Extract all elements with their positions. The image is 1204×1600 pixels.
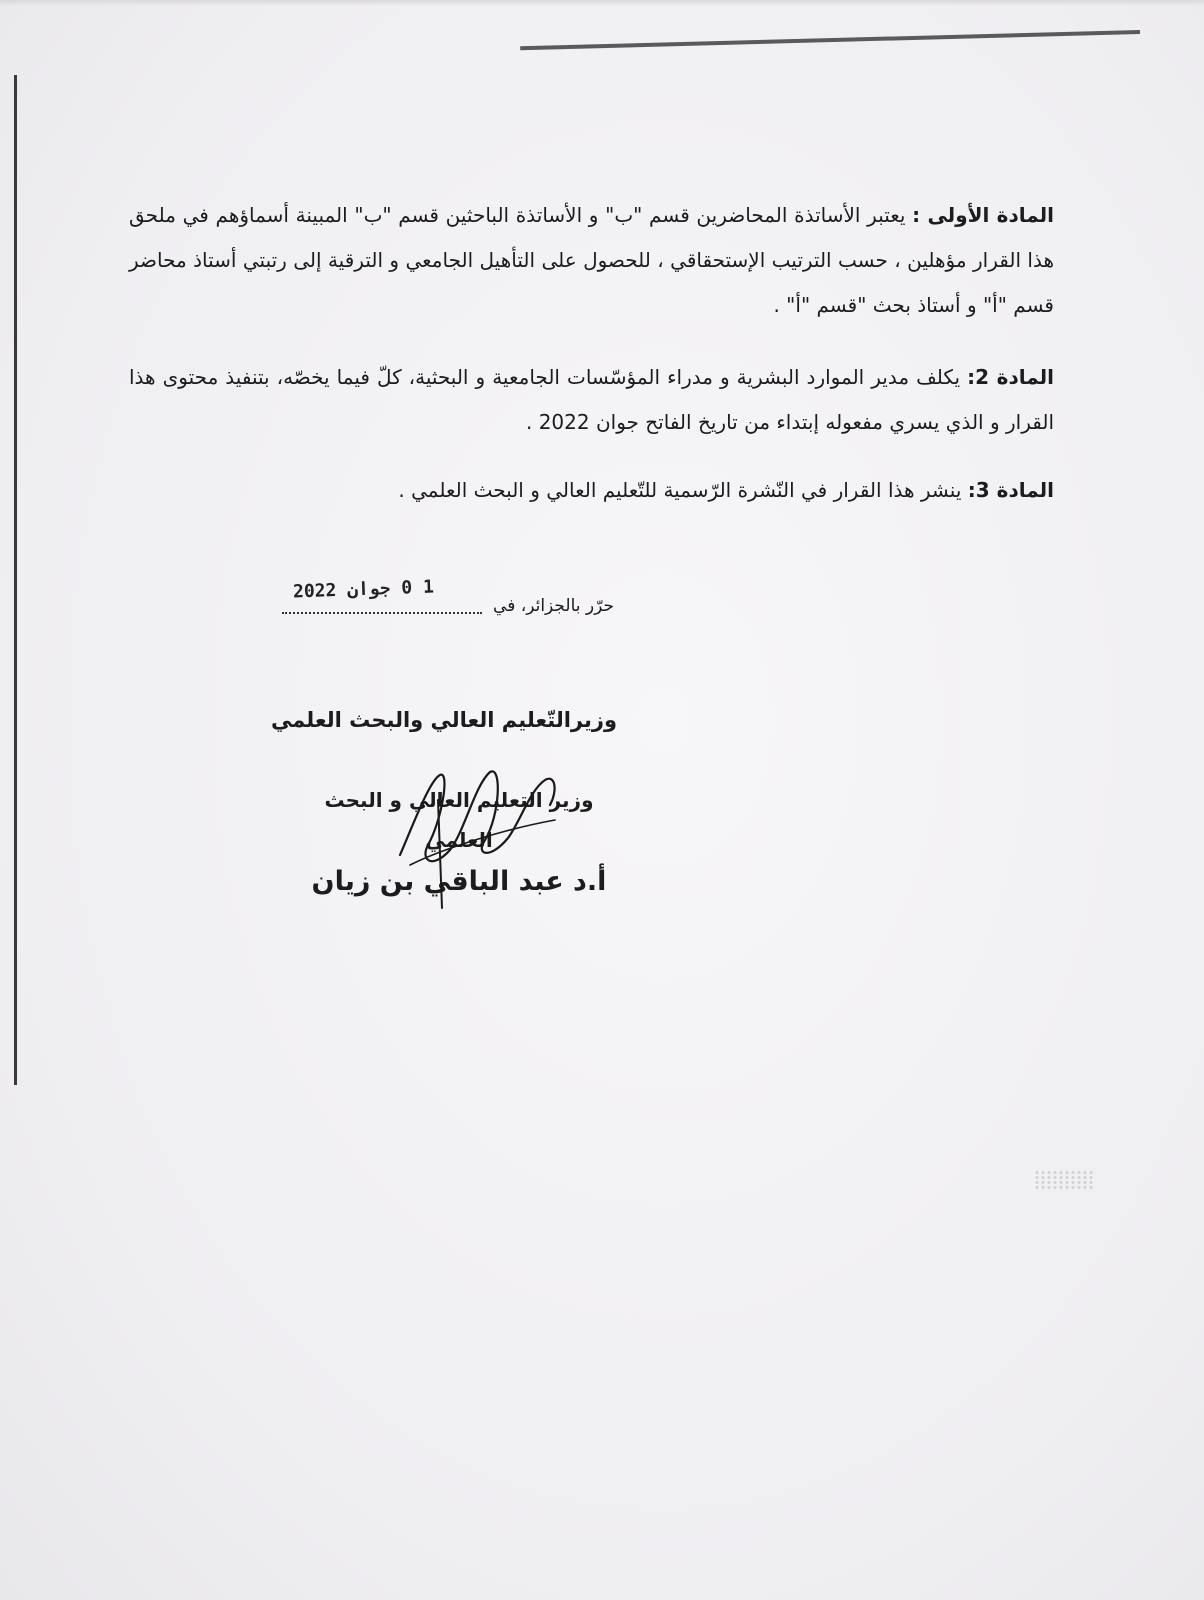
margin-rule [14,75,17,1085]
handwritten-signature [380,760,580,910]
article-3-label: المادة 3: [967,478,1054,502]
article-1-label: المادة الأولى : [912,203,1055,227]
article-1-text: يعتبر الأساتذة المحاضرين قسم "ب" و الأساتذة الباحثين قسم "ب" المبينة أسماؤهم في ملحق هذا القرار مؤهلين ، حسب الترتيب الإستحقاقي ، للحصول على التأهيل الجامعي و الترقية إلى رتبتي أستاذ محاضر قسم "أ" و أستاذ بحث "قسم "أ" . [129,203,1054,317]
article-2 [129,355,1054,445]
signature-stroke-1 [400,771,555,861]
article-3 [129,468,1054,513]
seal-name: أ.د عبد الباقي بن زيان [311,866,607,897]
article-2-text: يكلف مدير الموارد البشرية و مدراء المؤسّسات الجامعية و البحثية، كلّ فيما يخصّه، بتنفيذ محتوى هذا القرار و الذي يسري مفعوله إبتداء من تاريخ الفاتح جوان 2022 . [129,365,1054,434]
article-2-label: المادة 2: [967,365,1054,389]
article-1 [129,193,1054,328]
seal-title: وزير التعليم العالي و البحث العلمي [324,788,594,852]
minister-title: وزيرالتّعليم العالي والبحث العلمي [270,708,617,732]
issued-place: حرّر بالجزائر، في [493,596,614,616]
issued-line [269,575,614,620]
date-dotted-line [282,612,482,614]
scan-top-edge [0,0,1204,6]
article-3-text: ينشر هذا القرار في النّشرة الرّسمية للتّعليم العالي و البحث العلمي . [398,478,962,502]
header-rule [520,30,1140,50]
scan-specks [1034,1170,1094,1190]
date-stamp: 1 0 جوان 2022 [292,576,435,603]
